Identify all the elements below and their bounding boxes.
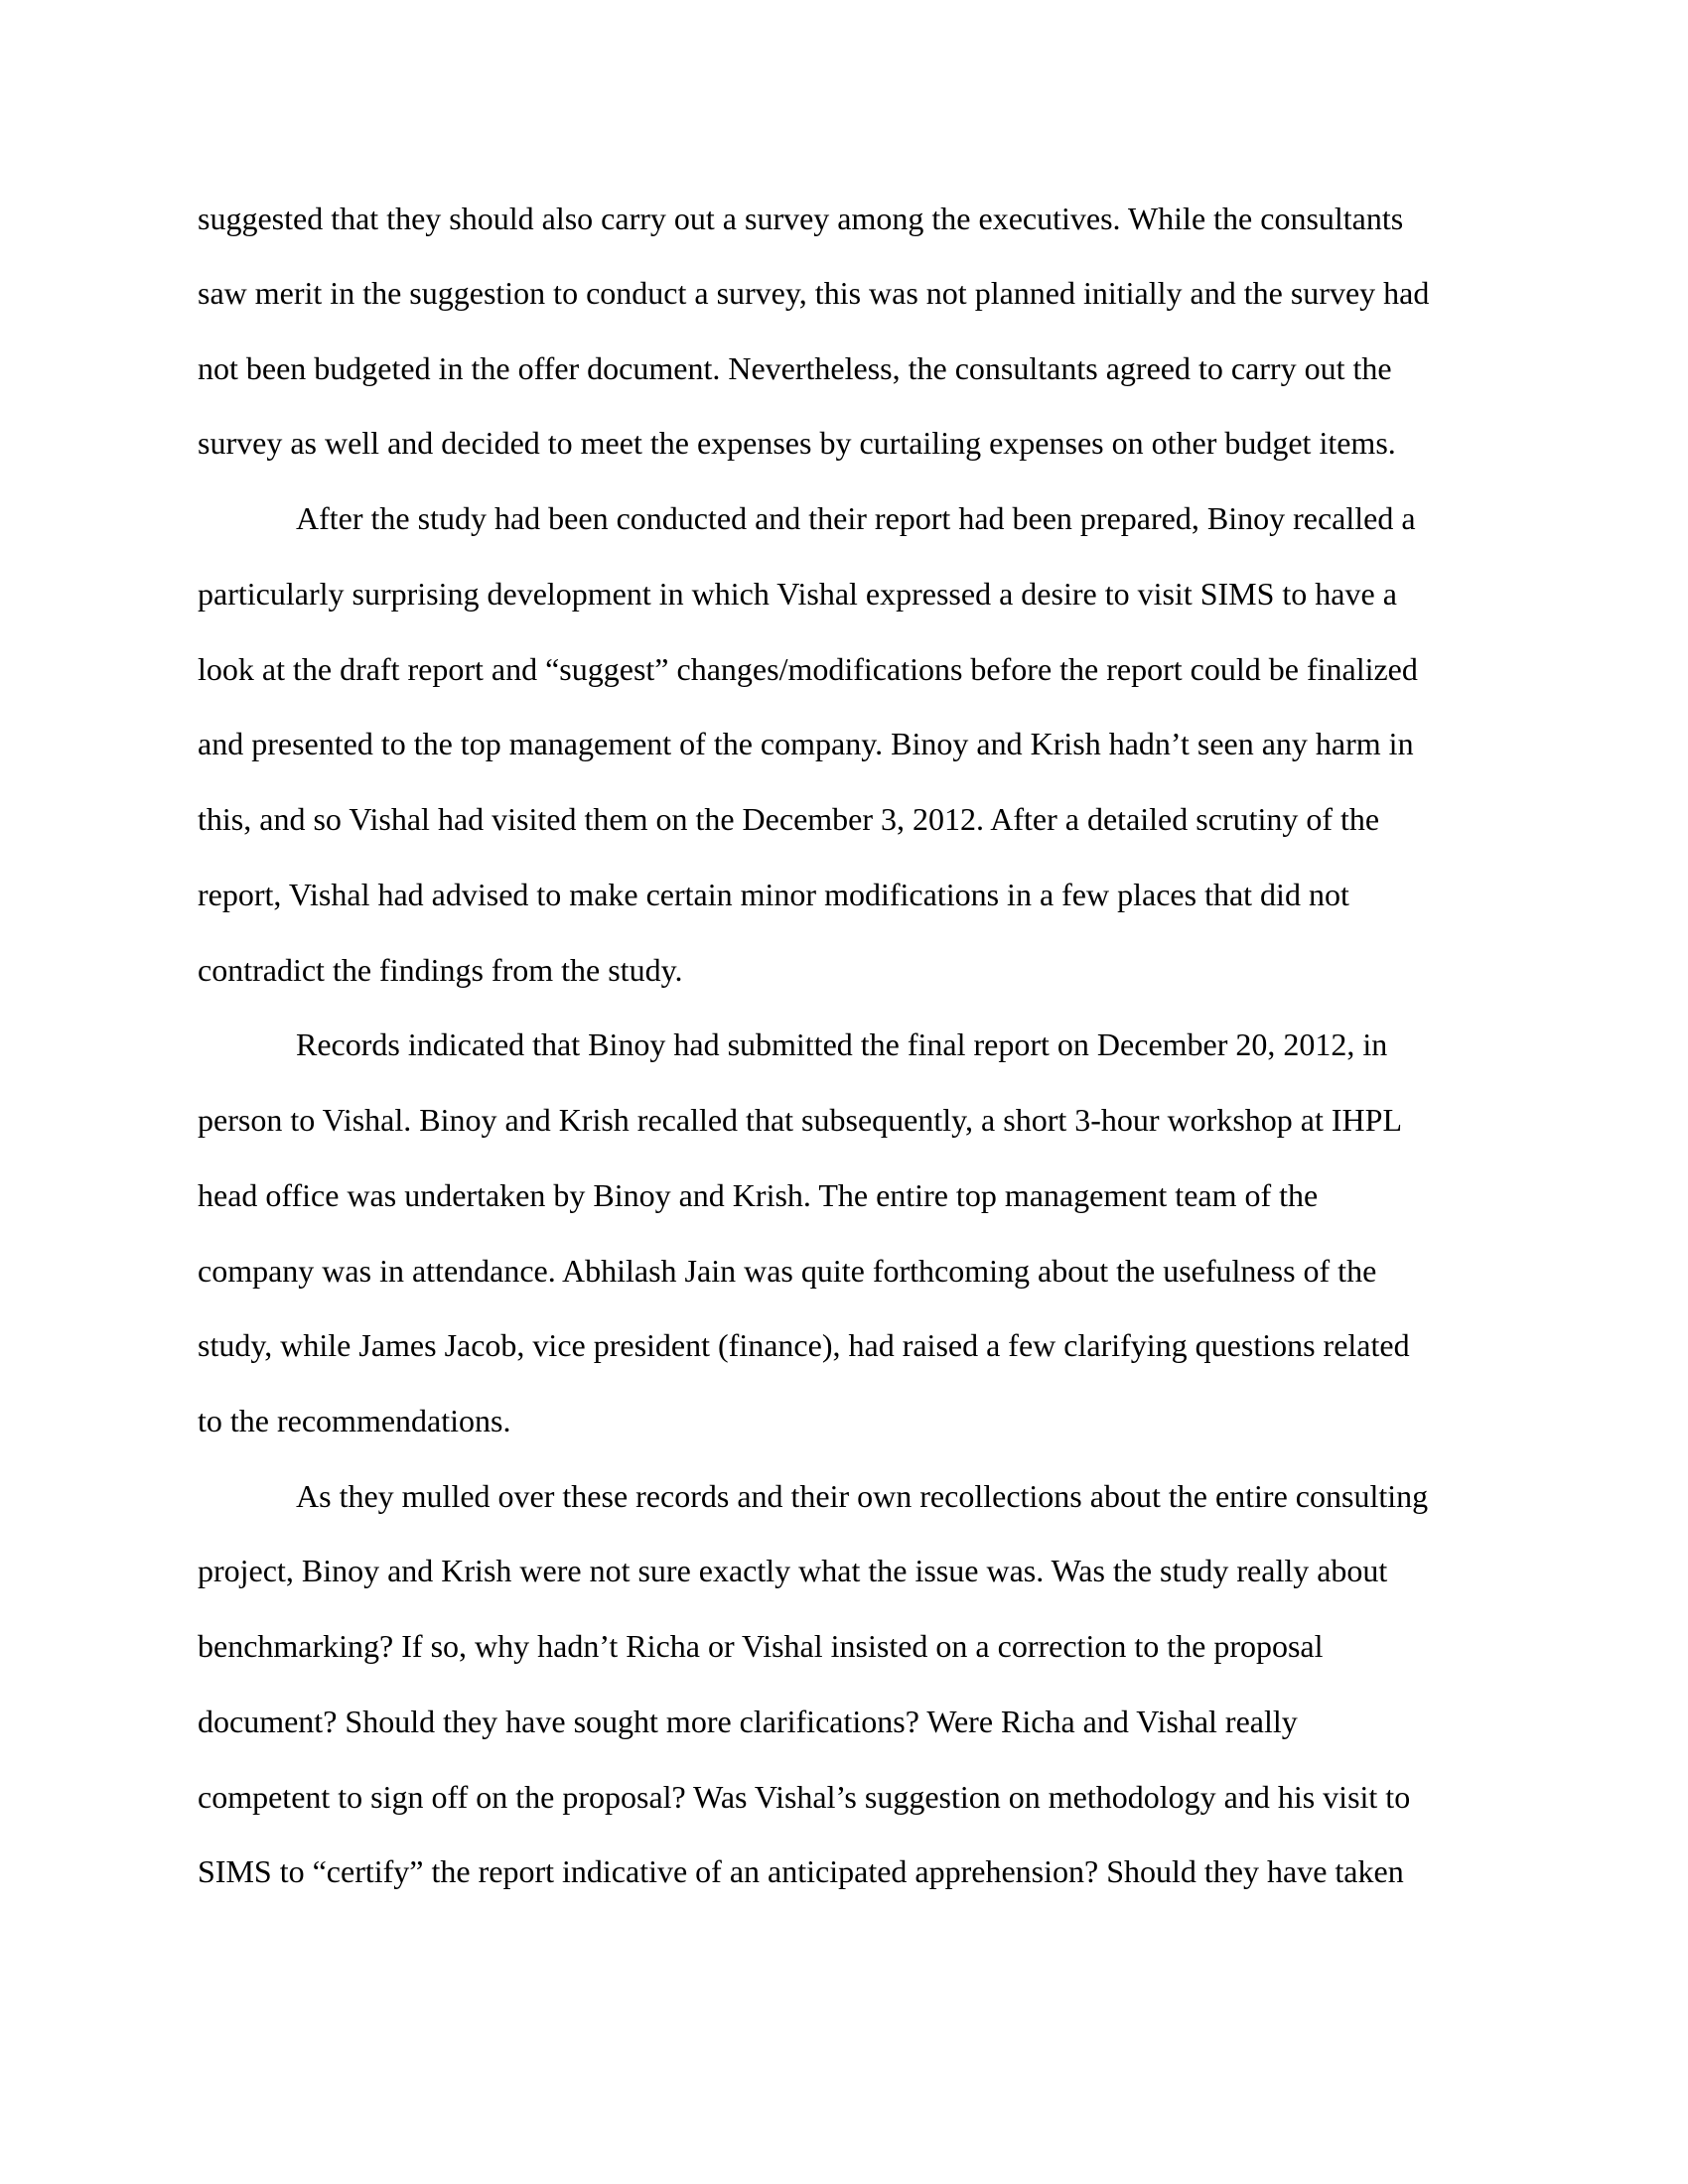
- paragraph-first-line: After the study had been conducted and their report had been prepared, Binoy recalled a: [296, 500, 1416, 536]
- text-line: and presented to the top management of the company. Binoy and Krish hadn’t seen any harm in: [198, 726, 1414, 761]
- text-line: particularly surprising development in which Vishal expressed a desire to visit SIMS to have a: [198, 576, 1397, 612]
- paragraph-first-line: As they mulled over these records and their own recollections about the entire consulting: [296, 1478, 1429, 1514]
- text-line: survey as well and decided to meet the expenses by curtailing expenses on other budget items.: [198, 425, 1396, 461]
- text-line: look at the draft report and “suggest” changes/modifications before the report could be finalized: [198, 651, 1418, 687]
- text-line: study, while James Jacob, vice president (finance), had raised a few clarifying questions related: [198, 1327, 1410, 1363]
- text-line: project, Binoy and Krish were not sure exactly what the issue was. Was the study really about: [198, 1553, 1388, 1588]
- text-line: not been budgeted in the offer document. Nevertheless, the consultants agreed to carry out the: [198, 350, 1392, 386]
- text-line: person to Vishal. Binoy and Krish recalled that subsequently, a short 3-hour workshop at IHPL: [198, 1102, 1402, 1138]
- text-line: document? Should they have sought more clarifications? Were Richa and Vishal really: [198, 1704, 1298, 1739]
- text-line: benchmarking? If so, why hadn’t Richa or Vishal insisted on a correction to the proposal: [198, 1628, 1324, 1664]
- text-line: contradict the findings from the study.: [198, 952, 683, 988]
- text-line: this, and so Vishal had visited them on the December 3, 2012. After a detailed scrutiny of the: [198, 801, 1380, 837]
- text-line: suggested that they should also carry out a survey among the executives. While the consultants: [198, 201, 1404, 236]
- text-line: report, Vishal had advised to make certain minor modifications in a few places that did not: [198, 877, 1349, 912]
- text-line: company was in attendance. Abhilash Jain was quite forthcoming about the usefulness of the: [198, 1253, 1377, 1289]
- text-line: saw merit in the suggestion to conduct a survey, this was not planned initially and the survey had: [198, 275, 1430, 311]
- paragraph-first-line: Records indicated that Binoy had submitted the final report on December 20, 2012, in: [296, 1026, 1388, 1062]
- text-line: competent to sign off on the proposal? Was Vishal’s suggestion on methodology and his visit to: [198, 1779, 1411, 1815]
- text-line: SIMS to “certify” the report indicative of an anticipated apprehension? Should they have taken: [198, 1853, 1404, 1889]
- text-line: to the recommendations.: [198, 1403, 511, 1438]
- text-line: head office was undertaken by Binoy and Krish. The entire top management team of the: [198, 1177, 1319, 1213]
